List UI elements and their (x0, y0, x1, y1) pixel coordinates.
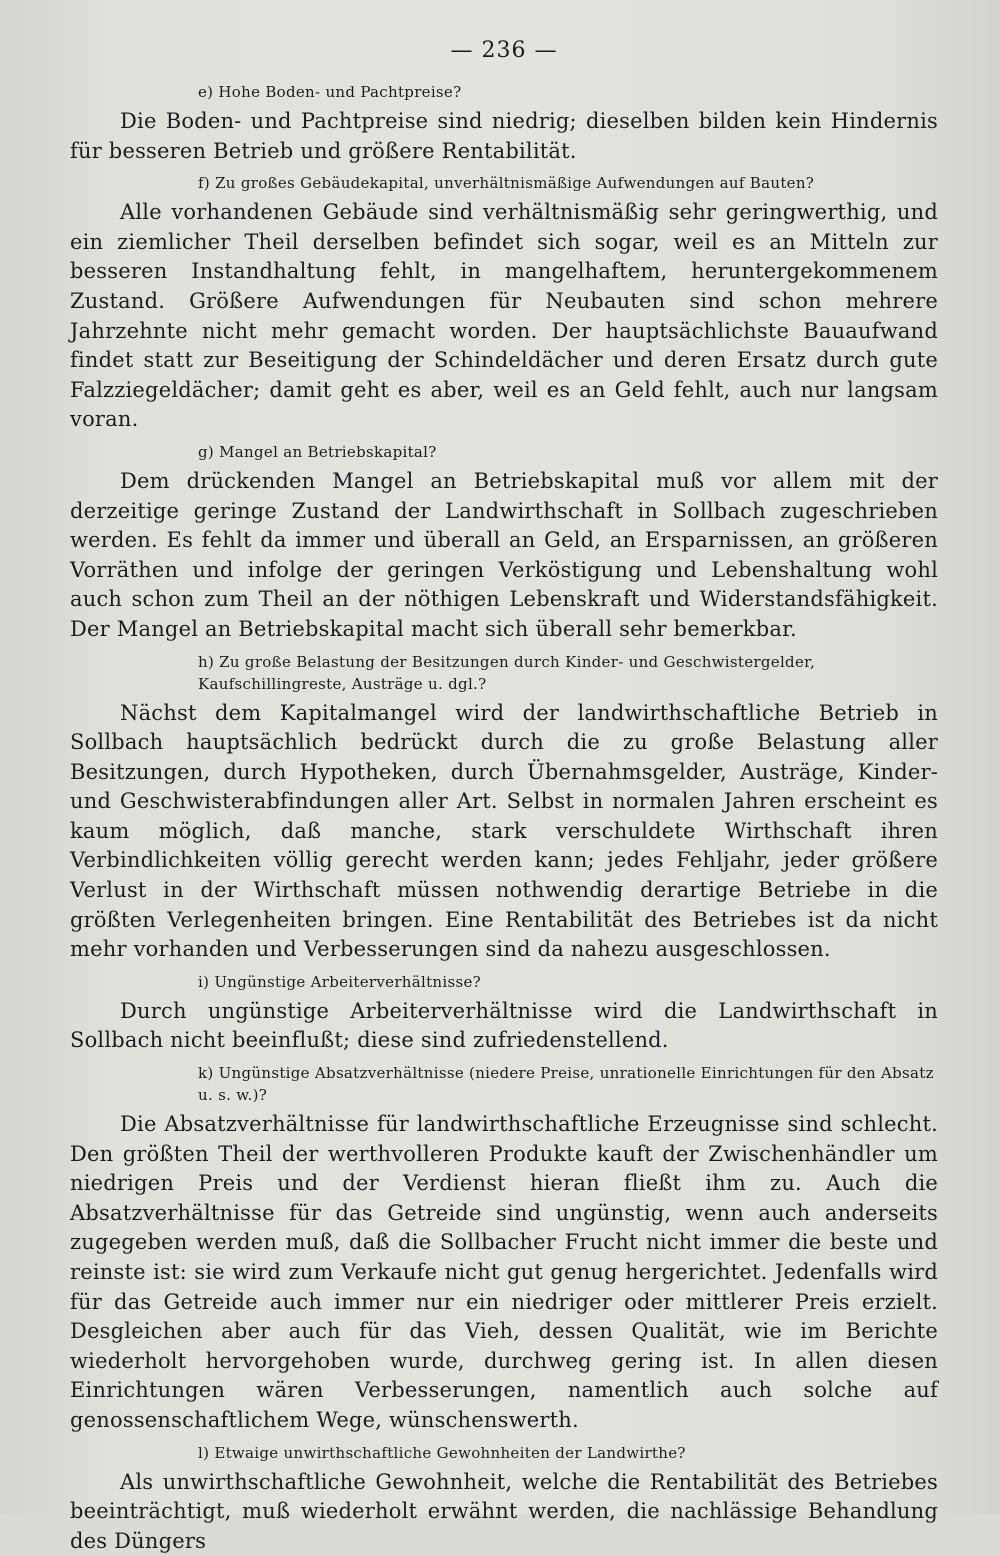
section-paragraph-e: Die Boden- und Pachtpreise sind niedrig; dieselben bilden kein Hindernis für besseren Betrieb und größere Rentabilität. (70, 109, 938, 163)
page-number: — 236 — (450, 38, 558, 63)
section-heading-e: e) Hohe Boden- und Pachtpreise? (198, 83, 462, 101)
section-heading-k: k) Ungünstige Absatzverhältnisse (niedere Preise, unrationelle Einrichtungen für den Absatz u. s. w.)? (198, 1064, 934, 1105)
section-heading-g: g) Mangel an Betriebskapital? (198, 442, 437, 461)
section-paragraph-g: Dem drückenden Mangel an Betriebskapital muß vor allem mit der derzeitige geringe Zustand der Landwirthschaft in Sollbach zugeschrieben werden. Es fehlt da immer und überall an Geld, an Ersparnissen, an größeren Vorräthen und infolge der geringen Verköstigung und Lebenshaltung wohl auch schon zum Theil an der nöthigen Lebenskraft und Widerstandsfähigkeit. Der Mangel an Betriebskapital macht sich überall sehr bemerkbar. (70, 468, 938, 641)
section-heading-i: i) Ungünstige Arbeiterverhältnisse? (198, 972, 481, 991)
section-heading-l: l) Etwaige unwirthschaftliche Gewohnheiten der Landwirthe? (198, 1443, 686, 1462)
section-paragraph-f: Alle vorhandenen Gebäude sind verhältnismäßig sehr geringwerthig, und ein ziemlicher Theil derselben befindet sich sogar, weil es an Mitteln zur besseren Instandhaltung fehlt, in mangelhaftem, heruntergekommenem Zustand. Größere Aufwendungen für Neubauten sind schon mehrere Jahrzehnte nicht mehr gemacht worden. Der hauptsächlichste Bauaufwand findet statt zur Beseitigung der Schindeldächer und deren Ersatz durch gute Falzziegeldächer; damit geht es aber, weil es an Geld fehlt, auch nur langsam voran. (70, 200, 938, 432)
section-paragraph-l: Als unwirthschaftliche Gewohnheit, welche die Rentabilität des Betriebes beeinträchtigt, muß wiederholt erwähnt werden, die nachlässige Behandlung des Düngers (70, 1469, 938, 1553)
section-paragraph-i: Durch ungünstige Arbeiterverhältnisse wird die Landwirthschaft in Sollbach nicht beeinflußt; diese sind zufriedenstellend. (70, 998, 938, 1053)
section-paragraph-h: Nächst dem Kapitalmangel wird der landwirthschaftliche Betrieb in Sollbach hauptsächlich bedrückt durch die zu große Belastung aller Besitzungen, durch Hypotheken, durch Übernahmsgelder, Austräge, Kinder- und Geschwisterabfindungen aller Art. Selbst in normalen Jahren erscheint es kaum möglich, daß manche, stark verschuldete Wirthschaft ihren Verbindlichkeiten völlig gerecht werden kann; jedes Fehljahr, jeder größere Verlust in der Wirthschaft müssen nothwendig derartige Betriebe in die größten Verlegenheiten bringen. Eine Rentabilität des Betriebes ist da nicht mehr vorhanden und Verbesserungen sind da nahezu ausgeschlossen. (70, 700, 938, 962)
section-paragraph-k: Die Absatzverhältnisse für landwirthschaftliche Erzeugnisse sind schlecht. Den größten Theil der werthvolleren Produkte kauft der Zwischenhändler um niedrigen Preis und der Verdienst hieran fließt ihm zu. Auch die Absatzverhältnisse für das Getreide sind ungünstig, wenn auch anderseits zugegeben werden muß, daß die Sollbacher Frucht nicht immer die beste und reinste ist: sie wird zum Verkaufe nicht gut genug hergerichtet. Jedenfalls wird für das Getreide auch immer nur ein niedriger oder mittlerer Preis erzielt. Desgleichen aber auch für das Vieh, dessen Qualität, wie im Berichte wiederholt hervorgehoben wurde, durchweg gering ist. In allen diesen Einrichtungen wären Verbesserungen, namentlich auch solche auf genossenschaftlichem Wege, wünschenswerth. (70, 1112, 938, 1432)
section-heading-h: h) Zu große Belastung der Besitzungen durch Kinder- und Geschwistergelder, Kaufschillingreste, Austräge u. dgl.? (198, 652, 816, 693)
section-heading-f: f) Zu großes Gebäudekapital, unverhältnismäßige Aufwendungen auf Bauten? (198, 174, 815, 193)
